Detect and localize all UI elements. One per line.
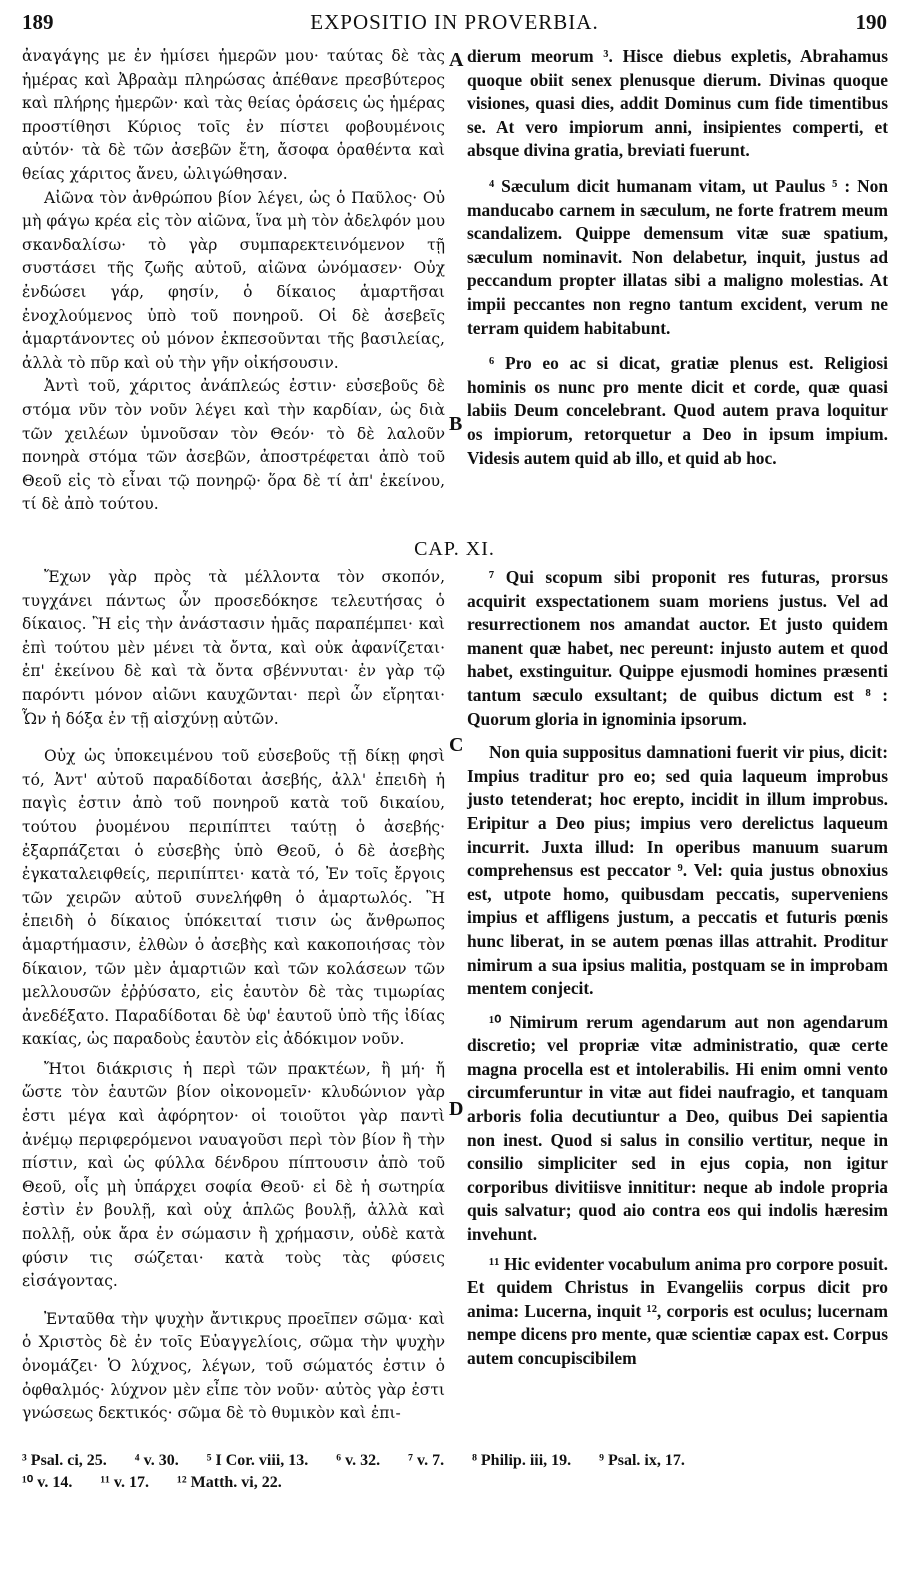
latin-paragraph: Non quia suppositus damnationi fuerit vir pius, dicit: Impius traditur pro eo; sed quia laqueum improbus justo tetenderat; hoc erepto, incidit in illum improbus. Eripitur a Deo pius; impius vero derelictus laqueum incurrit. Juxta illud: In operibus manuum suarum comprehensus est peccator ⁹. Vel: quia justus obnoxius est, utpote homo, quibusdam peccatis, superveniens impius et affligens justum, a peccatis et futuris pœnis hunc liberat, in se autem pœnas illas attrahit. Proditur nimirum a sua ipsius malitia, postquam se in improbam mentem conjecit. [467,742,888,999]
footnote: ⁸ Philip. iii, 19. [472,1452,572,1469]
latin-paragraph: dierum meorum ³. Hisce diebus expletis, Abrahamus quoque obiit senex plenusque dierum. Divinas quoque visiones, quasi dies, addit Dominus cum fide timentibus se. At vero impiorum anni, insipientes comperti, et absque divina gratia, breviati fuerunt. [467,46,888,161]
margin-marker-b: B [449,413,463,435]
chapter-heading: CAP. XI. [414,538,495,560]
greek-paragraph: Ἐνταῦθα τὴν ψυχὴν ἄντικρυς προεῖπεν σῶμα· καὶ ὁ Χριστὸς δὲ ἐν τοῖς Εὐαγγελίοις, σῶμα τὴν ψυχὴν ὀνομάζει· Ὁ λύχνος, λέγων, τοῦ σώματός ἐστιν ὁ ὀφθαλμός· λύχνον μὲν εἶπε τὸν νοῦν· αὐτὸς γὰρ ἐστι γνώσεως δεκτικός· σῶμα δὲ τὸ θυμικὸν καὶ ἐπι- [22,1309,445,1423]
latin-paragraph: ¹¹ Hic evidenter vocabulum anima pro corpore posuit. Et quidem Christus in Evangeliis corpus dicit pro anima: Lucerna, inquit ¹², corporis est oculus; lucernam nempe dicens pro mente, quæ scientiæ capax est. Corpus autem concupiscibilem [467,1253,888,1368]
footnote: ¹² Matth. vi, 22. [177,1474,282,1491]
footnote: ³ Psal. ci, 25. [22,1452,107,1469]
footnote: ¹¹ v. 17. [100,1474,150,1491]
latin-paragraph: ⁴ Sæculum dicit humanam vitam, ut Paulus ⁵ : Non manducabo carnem in sæculum, ne forte fratrem meum scandalizem. Quippe demensum vitæ suæ spatium, sæculum nominavit. Non delabetur, inquit, justus ad peccandum propter illatas sibi a maligno molestias. At impii peccantes non regno tantum excident, verum ne terram quidem habitabunt. [467,175,888,338]
greek-paragraph: Ἀντὶ τοῦ, χάριτος ἀνάπλεώς ἐστιν· εὐσεβοῦς δὲ στόμα νῦν τὸν νοῦν λέγει καὶ τὴν καρδίαν, ὡς διὰ τῶν χειλέων ὑμνοῦσαν τὸν Θεόν· τὸ δὲ λαλοῦν πονηρὰ στόμα τῶν ἀσεβῶν, ἀποστρέφεται ἀπὸ τοῦ Θεοῦ εἰς τὸ εἶναι τῷ πονηρῷ· ὅρα δὲ τί ἀπ' ἐκείνου, τί δὲ ἀπὸ τούτου. [22,377,445,514]
greek-paragraph: Ἔχων γὰρ πρὸς τὰ μέλλοντα τὸν σκοπόν, τυγχάνει πάντως ὧν προσεδόκησε τελευτήσας ὁ δίκαιος. Ἢ εἰς τὴν ἀνάστασιν ἡμᾶς παραπέμπει· καὶ ἐπὶ τούτου μὲν μένει τὰ ὄντα, καὶ οὐκ ἀφανίζεται· ἐπ' ἐκείνου δὲ καὶ τὰ ὄντα σβέννυται· ἐν γὰρ τῷ παρόντι μόνον αἰῶνι καυχῶνται· περὶ ὧν εἴρηται· Ὧν ἡ δόξα ἐν τῇ αἰσχύνῃ αὐτῶν. [22,568,445,728]
latin-column-top [467,45,888,470]
greek-paragraph: ἀναγάγης με ἐν ἡμίσει ἡμερῶν μου· ταύτας δὲ τὰς ἡμέρας καὶ Ἀβραὰμ πληρώσας ἀπέθανε πρεσβύτερος καὶ πλήρης ἡμερῶν· καὶ τὰς θείας ὁράσεις ὡς ἡμέρας προστίθησι Κύριος τοῖς ἐν πίστει φοβουμένοις αὐτόν· τὰ δὲ τῶν ἀσεβῶν ἔτη, ἄσοφα ὁραθέντα καὶ θείας χάριτος ἄνευ, ὠλιγώθησαν. [22,47,445,183]
footnote: ⁵ I Cor. viii, 13. [206,1452,309,1469]
page-number-right: 190 [855,10,887,34]
page-number-left: 189 [22,10,54,34]
greek-paragraph: Αἰῶνα τὸν ἀνθρώπου βίον λέγει, ὡς ὁ Παῦλος· Οὐ μὴ φάγω κρέα εἰς τὸν αἰῶνα, ἵνα μὴ τὸν ἀδελφόν μου σκανδαλίσω· τὸ γὰρ συμπαρεκτεινόμενον τῇ συστάσει τῆς ζωῆς αὐτοῦ, αἰῶνα ὠνόμασεν· Οὐχ ἐνδώσει γάρ, φησίν, ὁ δίκαιος ἁμαρτῆσαι ἐνοχλούμενος ὑπὸ τοῦ πονηροῦ. Οἱ δὲ ἀσεβεῖς ἁμαρτάνοντες οὐ μόνον ἐκπεσοῦνται τῆς βασιλείας, ἀλλὰ τὸ πῦρ καὶ οὐ τὴν γῆν οἰκήσουσιν. [22,188,445,372]
greek-paragraph: Ἤτοι διάκρισις ἡ περὶ τῶν πρακτέων, ἢ μή· ἤ ὥστε τὸν ἑαυτῶν βίον οἰκονομεῖν· κλυδώνιον γὰρ ἐστι μέγα καὶ ἀφόρητον· οἱ τοιοῦτοι γὰρ παντὶ ἀνέμῳ περιφερόμενοι ναυαγοῦσι περὶ τὸν βίον ἢ τὴν πίστιν, καὶ ὡς φύλλα δένδρου πίπτουσιν ἀπὸ τοῦ Θεοῦ, οἷς μὴ ὑπάρχει σοφία Θεοῦ· εἰ δὲ ἡ σωτηρία ἐστὶν ἐν βουλῇ, καὶ οὐχ ἁπλῶς βουλῇ, ἀλλὰ καὶ πολλῇ, οὐκ ἄρα ἐν σώμασιν ἢ χρήμασιν, οὐδὲ κατὰ φύσιν τις σώζεται· κατὰ τοὺς τὰς φύσεις εἰσάγοντας. [22,1059,445,1291]
greek-column-bottom [22,566,445,1426]
greek-column-top [22,45,445,517]
footnote: ⁶ v. 32. [336,1452,381,1469]
margin-marker-c: C [449,734,464,756]
latin-paragraph: ¹⁰ Nimirum rerum agendarum aut non agendarum discretio; vel propriæ vitæ administratio, quæ certe magna procella est et intolerabilis. Hi enim omni vento circumferuntur in vitæ aut fidei naufragio, et tanquam arboris folia decutiuntur a Deo, quibus Dei sapientia non inest. Quod si salus in consilio vertitur, neque in consilio simpliciter sed in ejus copia, non igitur corporibus divitiisve innititur: neque ab indole propria quis salvatur; quod aio contra eos qui indolis hæresim invehunt. [467,1011,888,1245]
running-title: EXPOSITIO IN PROVERBIA. [310,10,599,34]
footnotes-line-2 [22,1472,890,1494]
footnote: ¹⁰ v. 14. [22,1474,73,1491]
footnotes-line-1 [22,1450,890,1472]
margin-marker-a: A [449,49,464,71]
greek-paragraph: Οὐχ ὡς ὑποκειμένου τοῦ εὐσεβοῦς τῇ δίκῃ φησὶ τό, Ἀντ' αὐτοῦ παραδίδοται ἀσεβής, ἀλλ' ἐπειδὴ ἡ παγὶς ἐστιν ἀπὸ τοῦ πονηροῦ κατὰ τοῦ δικαίου, τούτου ῥυομένου περιπίπτει ταύτῃ ὁ ἀσεβής· ἐξαρπάζεται ὁ εὐσεβὴς ὑπὸ Θεοῦ, ὁ δὲ ἀσεβὴς ἐγκαταλειφθείς, περιπίπτει· κατὰ τό, Ἐν τοῖς ἔργοις τῶν χειρῶν αὐτοῦ συνελήφθη ὁ ἁμαρτωλός. Ἢ ἐπειδὴ ὁ δίκαιος ὑπόκειταί τισιν ὡς ἄνθρωπος ἁμαρτήμασιν, ἐλθὼν ὁ ἀσεβὴς καὶ κακοποιήσας τὸν δίκαιον, τῶν μὲν ἁμαρτιῶν καὶ τῶν κολάσεων τῶν μελλουσῶν ἐῤῥύσατο, εἰς ἑαυτὸν δὲ τὰς τιμωρίας ἀνεδέξατο. Παραδίδοται δὲ ὑφ' ἑαυτοῦ ὑπὸ τῆς ἰδίας κακίας, ὡς παραδοὺς ἑαυτὸν εἰς ἀδόκιμον νοῦν. [22,747,445,1049]
margin-marker-d: D [449,1098,464,1120]
running-header [0,10,909,36]
latin-paragraph: ⁷ Qui scopum sibi proponit res futuras, prorsus acquirit exspectationem suam moriens justus. Vel ad resurrectionem nos amandat auctor. Et justo quidem manent quæ habet, nec pereunt: injusto autem et quod habet, exstinguitur. Quippe ejusmodi homines præsenti tantum sæculo exsultant; de quibus dictum est ⁸ : Quorum gloria in ignominia ipsorum. [467,567,888,729]
footnote: ⁴ v. 30. [134,1452,179,1469]
latin-column-bottom [467,566,888,1371]
latin-paragraph: ⁶ Pro eo ac si dicat, gratiæ plenus est. Religiosi hominis os nunc pro mente dicit et corde, quæ quasi labiis Deum concelebrant. Quod autem prava loquitur os impiorum, retorquetur a Deo in ipsum impium. Videsis autem quid ab illo, et quid ab hoc. [467,353,888,468]
footnote: ⁹ Psal. ix, 17. [599,1452,685,1469]
footnote: ⁷ v. 7. [408,1452,445,1469]
